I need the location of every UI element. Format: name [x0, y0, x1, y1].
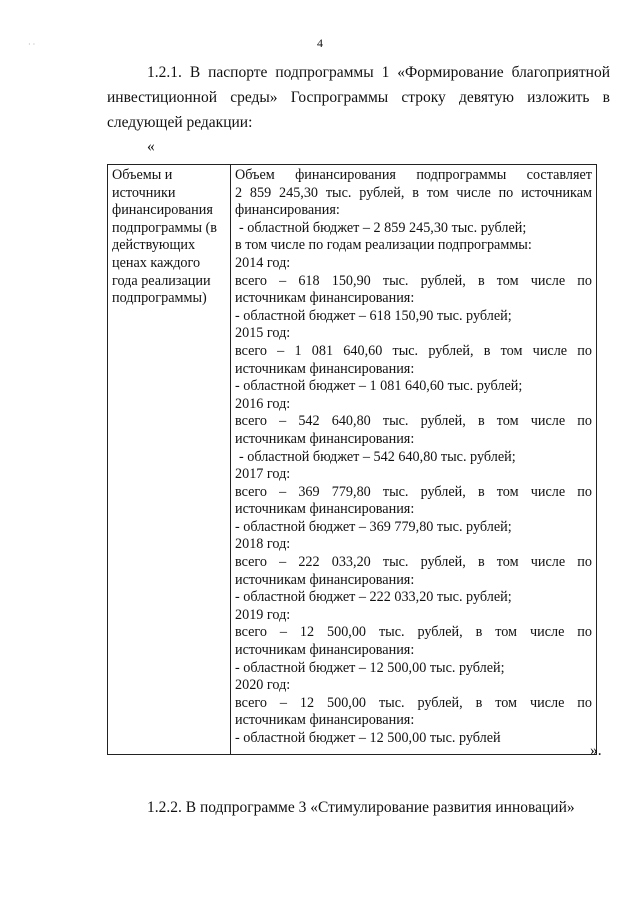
- table-row: [108, 165, 597, 755]
- table-content-line: 2015 год:: [235, 325, 291, 342]
- table-content-line: 2019 год:: [235, 606, 291, 623]
- table-content-line: источникам финансирования:: [235, 360, 415, 377]
- table-content-line: всего – 12 500,00 тыс. рублей, в том числе по: [235, 624, 592, 641]
- table-content-line: 2 859 245,30 тыс. рублей, в том числе по источникам: [235, 184, 592, 201]
- financing-table: [107, 164, 597, 755]
- table-content-line: Объем финансирования подпрограммы составляет: [235, 167, 592, 183]
- table-content-line: источникам финансирования:: [235, 290, 415, 307]
- table-content-line: всего – 542 640,80 тыс. рублей, в том числе по: [235, 413, 592, 430]
- table-content-line: всего – 1 081 640,60 тыс. рублей, в том числе по: [235, 342, 592, 359]
- table-content-line: - областной бюджет – 2 859 245,30 тыс. рублей;: [239, 219, 527, 236]
- opening-quote: «: [147, 138, 155, 155]
- table-content-line: - областной бюджет – 12 500,00 тыс. рублей;: [235, 659, 505, 676]
- table-content-line: - областной бюджет – 222 033,20 тыс. рублей;: [235, 589, 512, 606]
- table-content-line: - областной бюджет – 618 150,90 тыс. рублей;: [235, 307, 512, 324]
- table-content-line: в том числе по годам реализации подпрограммы:: [235, 237, 532, 254]
- page-number: 4: [317, 36, 323, 50]
- margin-marks: · ·: [28, 40, 36, 49]
- table-content-line: всего – 369 779,80 тыс. рублей, в том числе по: [235, 483, 592, 500]
- table-content-line: - областной бюджет – 12 500,00 тыс. рублей: [235, 730, 501, 746]
- table-content-line: всего – 618 150,90 тыс. рублей, в том числе по: [235, 272, 592, 289]
- table-content-line: финансирования:: [235, 202, 340, 219]
- table-content-line: источникам финансирования:: [235, 712, 415, 729]
- table-content-line: всего – 222 033,20 тыс. рублей, в том числе по: [235, 554, 592, 571]
- table-content-line: всего – 12 500,00 тыс. рублей, в том числе по: [235, 694, 592, 711]
- table-content-line: 2018 год:: [235, 536, 291, 553]
- table-content-line: 2017 год:: [235, 466, 291, 483]
- table-content-line: - областной бюджет – 1 081 640,60 тыс. рублей;: [235, 378, 523, 395]
- table-content-line: источникам финансирования:: [235, 430, 415, 447]
- table-content-line: источникам финансирования:: [235, 571, 415, 588]
- table-content-line: источникам финансирования:: [235, 642, 415, 659]
- table-content-line: - областной бюджет – 542 640,80 тыс. рублей;: [239, 448, 516, 465]
- closing-quote: ».: [590, 742, 602, 759]
- table-label-cell: Объемы и источники финансирования подпрограммы (в действующих ценах каждого года реализации подпрограммы): [108, 165, 231, 755]
- paragraph-1-2-1: 1.2.1. В паспорте подпрограммы 1 «Формирование благоприятной инвестиционной среды» Госпрограммы строку девятую изложить в следующей редакции:: [107, 64, 610, 131]
- table-content-line: источникам финансирования:: [235, 501, 415, 518]
- table-content-line: 2016 год:: [235, 395, 291, 412]
- table-content-line: 2020 год:: [235, 677, 291, 694]
- table-content-line: - областной бюджет – 369 779,80 тыс. рублей;: [235, 518, 512, 535]
- table-content-cell: [231, 165, 597, 755]
- paragraph-1-2-2: 1.2.2. В подпрограмме 3 «Стимулирование развития инноваций»: [147, 799, 575, 816]
- table-content-line: 2014 год:: [235, 254, 291, 271]
